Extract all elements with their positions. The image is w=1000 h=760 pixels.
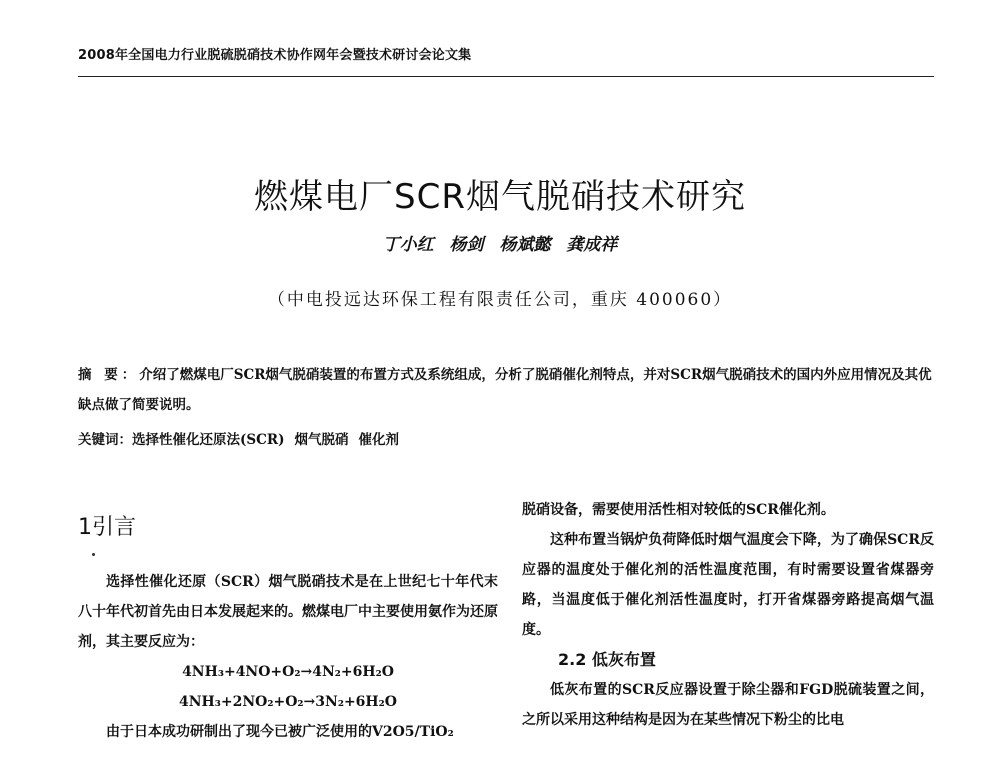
paper-title: 燃煤电厂SCR烟气脱硝技术研究 bbox=[254, 176, 746, 217]
keywords bbox=[78, 428, 938, 448]
paragraph-bypass: 这种布置当锅炉负荷降低时烟气温度会下降，为了确保SCR反应器的温度处于催化剂的活性温度范围，有时需要设置省煤器旁路，当温度低于催化剂活性温度时，打开省煤器旁路提高烟气温度。 bbox=[522, 532, 934, 638]
keywords-label: 关键词： bbox=[78, 432, 132, 448]
abstract-text: 介绍了燃煤电厂SCR烟气脱硝装置的布置方式及系统组成，分析了脱硝催化剂特点，并对SCR烟气脱硝技术的国内外应用情况及其优缺点做了简要说明。 bbox=[78, 367, 932, 413]
abstract bbox=[78, 360, 938, 420]
keyword: 烟气脱硝 bbox=[294, 432, 349, 448]
stray-dot bbox=[92, 553, 95, 556]
right-column bbox=[522, 495, 934, 735]
subsection-title-low-ash: 2.2 低灰布置 bbox=[558, 650, 656, 669]
section-title-introduction: 1引言 bbox=[78, 515, 136, 540]
left-column bbox=[78, 510, 498, 747]
header-rule bbox=[78, 76, 934, 77]
affiliation: （中电投远达环保工程有限责任公司，重庆 400060） bbox=[267, 290, 733, 310]
equation-2: 4NH₃+2NO₂+O₂→3N₂+6H₂O bbox=[179, 694, 397, 710]
abstract-label: 摘 要： bbox=[78, 367, 140, 383]
paragraph-low-ash: 低灰布置的SCR反应器设置于除尘器和FGD脱硫装置之间，之所以采用这种结构是因为在某些情况下粉尘的比电 bbox=[522, 682, 934, 728]
equation-1: 4NH₃+4NO+O₂→4N₂+6H₂O bbox=[182, 664, 394, 680]
running-header: 2008年全国电力行业脱硫脱硝技术协作网年会暨技术研讨会论文集 bbox=[78, 48, 472, 63]
intro-paragraph-2: 由于日本成功研制出了现今已被广泛使用的V2O5/TiO₂ bbox=[106, 724, 454, 740]
keyword: 催化剂 bbox=[358, 432, 399, 448]
paragraph-continued: 脱硝设备，需要使用活性相对较低的SCR催化剂。 bbox=[522, 502, 835, 518]
intro-paragraph: 选择性催化还原（SCR）烟气脱硝技术是在上世纪七十年代末八十年代初首先由日本发展起来的。燃煤电厂中主要使用氨作为还原剂，其主要反应为： bbox=[78, 574, 498, 650]
keyword: 选择性催化还原法(SCR) bbox=[132, 432, 285, 448]
authors: 丁小红 杨剑 杨斌懿 龚成祥 bbox=[382, 235, 618, 255]
